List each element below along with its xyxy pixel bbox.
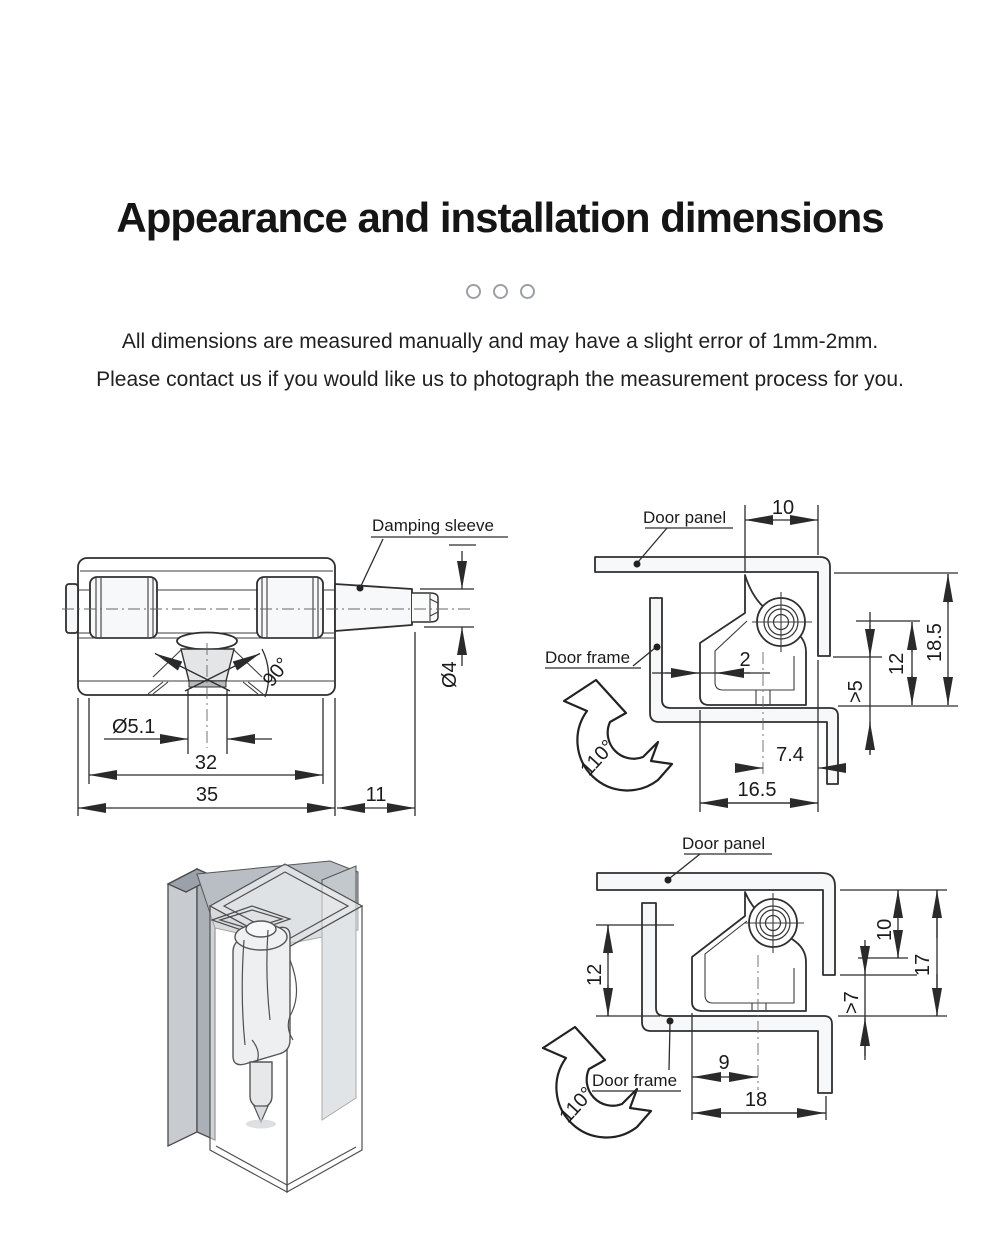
note-line-1: All dimensions are measured manually and may have a slight error of 1mm-2mm. [121, 330, 879, 353]
leader-dot-icon [665, 877, 672, 884]
dim-label-90deg: 90° [258, 653, 295, 692]
damping-sleeve-text: Damping sleeve [372, 516, 494, 535]
leader-dot-icon [654, 644, 661, 651]
hinge-front-view [55, 495, 510, 830]
divider-dots [0, 284, 1000, 299]
dim-label-12: 12 [584, 963, 606, 986]
dim-label-11: 11 [365, 784, 387, 806]
door-panel-text: Door panel [643, 508, 727, 527]
dim-panel-inset-bottom [840, 890, 947, 958]
installation-section-top [540, 490, 965, 820]
dim-label-gt5: >5 [845, 680, 867, 703]
dim-sleeve-length [337, 632, 415, 816]
page-title: Appearance and installation dimensions [116, 194, 884, 241]
door-frame-label [545, 644, 661, 669]
dim-label-10: 10 [771, 497, 795, 519]
dim-label-10: 10 [874, 918, 896, 941]
damping-sleeve-label [357, 516, 509, 592]
dim-label-swing-bottom: 110° [555, 1082, 599, 1128]
door-frame-text: Door frame [592, 1071, 678, 1090]
dim-label-7-4: 7.4 [776, 744, 804, 766]
dim-label-16-5: 16.5 [737, 779, 777, 801]
note-line-2: Please contact us if you would like us to photograph the measurement process for you. [96, 368, 904, 391]
dim-label-gt7: >7 [841, 991, 863, 1014]
hinge-3d-body [233, 921, 297, 1065]
dim-label-swing-top: 110° [576, 735, 620, 781]
dim-label-32: 32 [194, 752, 218, 774]
dim-label-17: 17 [912, 953, 934, 976]
dim-frame-height [584, 925, 674, 1016]
dim-label-pin-diameter: Ø4 [439, 661, 461, 688]
dim-clearance-top [833, 612, 882, 755]
dim-total-width-bottom [692, 1089, 826, 1120]
dim-label-18-5: 18.5 [924, 623, 946, 662]
divider-dot-icon [493, 284, 508, 299]
door-panel-text: Door panel [682, 834, 766, 853]
dim-label-12: 12 [886, 652, 908, 675]
divider-dot-icon [520, 284, 535, 299]
leader-dot-icon [667, 1018, 674, 1025]
dim-label-hole-diameter: Ø5.1 [112, 716, 156, 738]
dim-label-2: 2 [739, 649, 751, 671]
dim-label-18: 18 [744, 1089, 768, 1111]
dim-label-9: 9 [718, 1052, 730, 1074]
leader-dot-icon [634, 561, 641, 568]
divider-dot-icon [466, 284, 481, 299]
hinge-3d-view [150, 850, 440, 1195]
dim-label-35: 35 [195, 784, 219, 806]
dim-hole-diameter [104, 689, 272, 754]
door-frame-text: Door frame [545, 648, 631, 667]
installation-section-bottom [545, 825, 965, 1155]
dim-hole-spacing [89, 698, 323, 784]
